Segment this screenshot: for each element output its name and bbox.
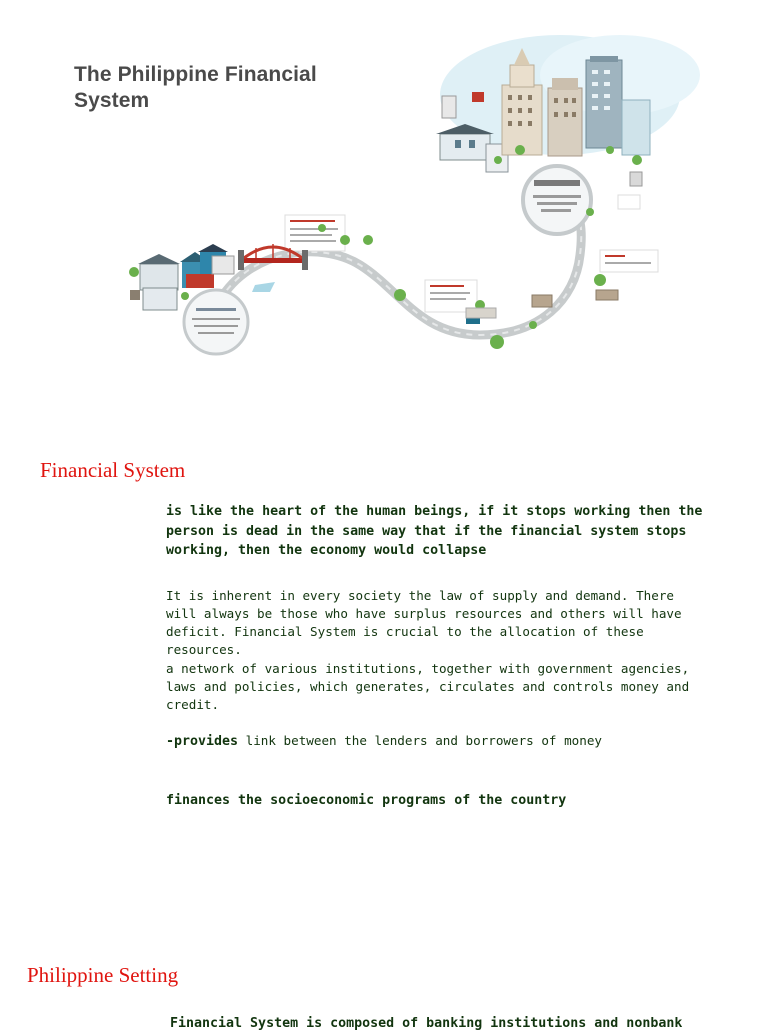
provides-paragraph (166, 732, 706, 752)
paragraph: a network of various institutions, together with government agencies, laws and policies, which generates, circulates and controls money and credit. (166, 661, 690, 712)
note-card (285, 215, 345, 251)
note-card (600, 250, 658, 272)
provides-lead: -provides (166, 734, 239, 749)
provides-rest: link between the lenders and borrowers of money (238, 733, 603, 748)
topic-circle (523, 166, 591, 234)
section-heading: Philippine Setting (27, 963, 179, 987)
topic-circle (184, 290, 248, 354)
paragraph: finances the socioeconomic programs of the country (166, 793, 567, 808)
presentation-title: The Philippine Financial System (74, 63, 317, 112)
paragraph: is like the heart of the human beings, if it stops working then the person is dead in the same way that if the financial system stops working, then the economy would collapse (166, 504, 703, 558)
paragraph: It is inherent in every society the law of supply and demand. There will always be those who have surplus resources and others will have deficit. Financial System is crucial to the allocation of these resources. (166, 588, 682, 657)
note-card (618, 195, 640, 209)
section-heading: Financial System (40, 458, 186, 482)
note-card (425, 280, 477, 312)
paragraph: Financial System is composed of banking institutions and nonbank (170, 1016, 683, 1031)
presentation-illustration (0, 0, 768, 380)
